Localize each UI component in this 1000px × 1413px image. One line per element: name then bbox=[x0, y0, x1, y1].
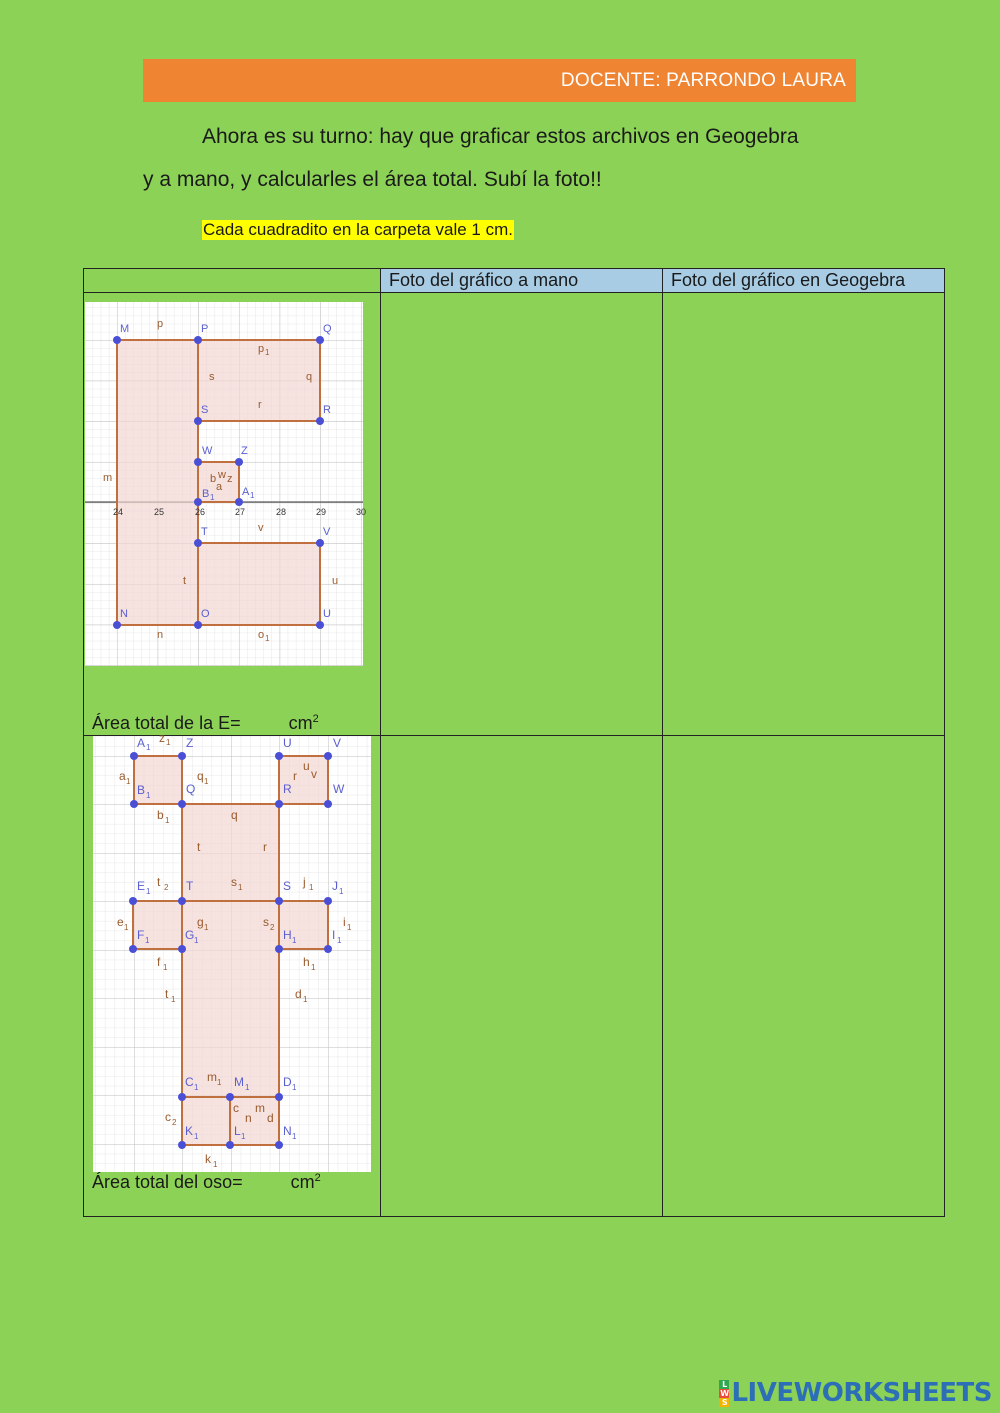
svg-text:d: d bbox=[295, 987, 302, 1001]
svg-text:Q: Q bbox=[323, 323, 332, 335]
svg-text:c: c bbox=[165, 1110, 171, 1124]
svg-text:H: H bbox=[283, 928, 292, 942]
liveworksheets-logo bbox=[719, 1377, 992, 1409]
svg-text:2: 2 bbox=[270, 923, 275, 932]
svg-text:1: 1 bbox=[292, 1083, 297, 1092]
svg-text:1: 1 bbox=[126, 777, 131, 786]
svg-text:A: A bbox=[137, 736, 146, 750]
svg-text:m: m bbox=[207, 1070, 217, 1084]
svg-text:1: 1 bbox=[265, 348, 270, 357]
svg-text:1: 1 bbox=[213, 1160, 218, 1169]
svg-text:b: b bbox=[157, 808, 164, 822]
table-row-e bbox=[84, 293, 945, 736]
svg-text:O: O bbox=[201, 608, 210, 620]
svg-text:N: N bbox=[283, 1124, 292, 1138]
svg-text:1: 1 bbox=[311, 963, 316, 972]
svg-text:1: 1 bbox=[204, 777, 209, 786]
svg-text:V: V bbox=[333, 736, 342, 750]
svg-text:P: P bbox=[201, 323, 209, 335]
svg-text:1: 1 bbox=[145, 936, 150, 945]
svg-text:1: 1 bbox=[292, 936, 297, 945]
svg-text:F: F bbox=[137, 928, 145, 942]
rect-bottom-arm bbox=[198, 543, 320, 625]
area-oso-text: Área total del oso= bbox=[92, 1172, 243, 1192]
area-e-unit: $cm^2$ bbox=[288, 713, 319, 733]
svg-text:I: I bbox=[332, 928, 336, 942]
logo-text: LIVEWORKSHEETS bbox=[731, 1378, 992, 1408]
svg-text:1: 1 bbox=[194, 1083, 199, 1092]
svg-text:C: C bbox=[185, 1075, 194, 1089]
svg-text:t: t bbox=[157, 875, 161, 889]
svg-text:r: r bbox=[293, 769, 297, 783]
svg-text:n: n bbox=[245, 1111, 252, 1125]
svg-text:1: 1 bbox=[124, 923, 129, 932]
teacher-name: DOCENTE: PARRONDO LAURA bbox=[560, 69, 846, 91]
svg-text:S: S bbox=[283, 879, 292, 893]
svg-text:b: b bbox=[210, 473, 217, 485]
svg-text:t: t bbox=[165, 987, 169, 1001]
svg-text:W: W bbox=[202, 445, 213, 457]
svg-text:1: 1 bbox=[303, 995, 308, 1004]
svg-text:a: a bbox=[216, 481, 223, 493]
svg-text:1: 1 bbox=[194, 936, 199, 945]
tick-label: 24 bbox=[113, 507, 124, 517]
figure-oso bbox=[93, 731, 371, 1172]
svg-text:1: 1 bbox=[250, 491, 255, 500]
tick-label: 30 bbox=[356, 507, 367, 517]
tick-label: 26 bbox=[195, 507, 206, 517]
svg-text:1: 1 bbox=[292, 1132, 297, 1141]
svg-text:t: t bbox=[183, 575, 187, 587]
area-e-text: Área total de la E= bbox=[92, 713, 241, 733]
svg-text:h: h bbox=[303, 955, 310, 969]
svg-text:1: 1 bbox=[217, 1078, 222, 1087]
svg-text:1: 1 bbox=[171, 995, 176, 1004]
svg-text:Z: Z bbox=[241, 445, 248, 457]
tick-label: 27 bbox=[235, 507, 246, 517]
svg-text:T: T bbox=[201, 526, 208, 538]
svg-text:A: A bbox=[242, 486, 250, 498]
tick-label: 25 bbox=[154, 507, 165, 517]
svg-text:1: 1 bbox=[194, 1132, 199, 1141]
figure-e bbox=[85, 302, 367, 666]
svg-text:1: 1 bbox=[238, 883, 243, 892]
table-header-row bbox=[84, 269, 945, 293]
svg-text:M: M bbox=[234, 1075, 244, 1089]
oso-shape-graph bbox=[93, 731, 371, 1172]
svg-text:1: 1 bbox=[339, 887, 344, 896]
svg-text:q: q bbox=[197, 769, 204, 783]
svg-text:K: K bbox=[185, 1124, 194, 1138]
svg-text:k: k bbox=[205, 1152, 211, 1166]
svg-text:U: U bbox=[283, 736, 292, 750]
svg-text:e: e bbox=[117, 915, 124, 929]
header-geogebra-photo: Foto del gráfico en Geogebra bbox=[663, 269, 945, 293]
instructions-line-2: y a mano, y calcularles el área total. Subí la foto!! bbox=[143, 168, 602, 191]
svg-text:G: G bbox=[185, 928, 195, 942]
svg-text:s: s bbox=[263, 915, 269, 929]
svg-text:u: u bbox=[303, 759, 310, 773]
svg-text:s: s bbox=[209, 371, 215, 383]
area-e-label bbox=[92, 713, 319, 734]
svg-text:a: a bbox=[119, 769, 126, 783]
svg-text:m: m bbox=[103, 472, 113, 484]
svg-text:n: n bbox=[157, 629, 164, 641]
svg-text:1: 1 bbox=[210, 493, 215, 502]
svg-text:m: m bbox=[255, 1101, 265, 1115]
svg-text:1: 1 bbox=[337, 936, 342, 945]
svg-text:p: p bbox=[157, 318, 164, 330]
svg-text:1: 1 bbox=[146, 791, 151, 800]
svg-text:B: B bbox=[137, 783, 146, 797]
svg-text:1: 1 bbox=[165, 816, 170, 825]
svg-text:j: j bbox=[303, 875, 306, 889]
teacher-header bbox=[143, 59, 856, 102]
svg-text:2: 2 bbox=[172, 1118, 177, 1127]
svg-text:V: V bbox=[323, 526, 331, 538]
svg-text:t: t bbox=[197, 840, 201, 854]
geogebra-photo-cell-oso[interactable] bbox=[663, 736, 945, 1217]
svg-text:1: 1 bbox=[163, 963, 168, 972]
scale-note: Cada cuadradito en la carpeta vale 1 cm. bbox=[203, 220, 513, 239]
area-oso-label bbox=[92, 1172, 321, 1193]
svg-text:v: v bbox=[258, 522, 264, 534]
hand-photo-cell-e[interactable] bbox=[381, 293, 663, 736]
svg-text:d: d bbox=[267, 1111, 274, 1125]
svg-text:Q: Q bbox=[186, 782, 196, 796]
svg-text:Z: Z bbox=[186, 736, 194, 750]
svg-text:r: r bbox=[263, 840, 267, 854]
svg-text:L: L bbox=[234, 1124, 241, 1138]
svg-text:1: 1 bbox=[204, 923, 209, 932]
svg-text:N: N bbox=[120, 608, 128, 620]
svg-text:1: 1 bbox=[146, 887, 151, 896]
header-blank-cell bbox=[84, 269, 381, 293]
svg-text:T: T bbox=[186, 879, 194, 893]
svg-text:D: D bbox=[283, 1075, 292, 1089]
svg-text:R: R bbox=[323, 404, 331, 416]
area-oso-unit: $cm^2$ bbox=[290, 1172, 321, 1192]
svg-text:q: q bbox=[306, 371, 313, 383]
svg-text:c: c bbox=[233, 1101, 239, 1115]
svg-text:1: 1 bbox=[309, 883, 314, 892]
svg-text:w: w bbox=[218, 469, 226, 481]
svg-text:M: M bbox=[120, 323, 130, 335]
worksheet-table bbox=[83, 268, 945, 1217]
svg-text:1: 1 bbox=[245, 1083, 250, 1092]
svg-text:B: B bbox=[202, 488, 210, 500]
e-shape-graph bbox=[85, 302, 367, 666]
svg-text:i: i bbox=[343, 915, 346, 929]
svg-text:1: 1 bbox=[241, 1132, 246, 1141]
tick-label: 28 bbox=[276, 507, 287, 517]
figure-cell-oso bbox=[84, 731, 381, 1217]
svg-text:J: J bbox=[332, 879, 338, 893]
svg-text:u: u bbox=[332, 575, 339, 587]
table-row-oso bbox=[84, 736, 945, 1217]
svg-text:1: 1 bbox=[166, 738, 171, 747]
svg-text:q: q bbox=[231, 808, 238, 822]
svg-text:2: 2 bbox=[164, 883, 169, 892]
svg-text:v: v bbox=[311, 767, 317, 781]
svg-text:r: r bbox=[258, 399, 262, 411]
hand-photo-cell-oso[interactable] bbox=[381, 736, 663, 1217]
svg-text:1: 1 bbox=[347, 923, 352, 932]
header-hand-photo: Foto del gráfico a mano bbox=[381, 269, 663, 293]
svg-text:E: E bbox=[137, 879, 146, 893]
svg-text:U: U bbox=[323, 608, 331, 620]
rect-body bbox=[182, 901, 279, 1097]
svg-text:p: p bbox=[258, 343, 265, 355]
svg-text:z: z bbox=[159, 731, 165, 745]
instructions-line-1: Ahora es su turno: hay que graficar estos archivos en Geogebra bbox=[202, 125, 799, 148]
svg-text:z: z bbox=[227, 473, 233, 485]
logo-icon: L W S bbox=[720, 1379, 729, 1407]
svg-text:g: g bbox=[197, 915, 204, 929]
tick-label: 29 bbox=[316, 507, 327, 517]
svg-text:s: s bbox=[231, 875, 237, 889]
svg-text:W: W bbox=[333, 782, 345, 796]
svg-text:1: 1 bbox=[265, 634, 270, 643]
svg-text:o: o bbox=[258, 629, 265, 641]
figure-cell-e bbox=[84, 293, 381, 736]
svg-text:S: S bbox=[201, 404, 209, 416]
svg-text:R: R bbox=[283, 782, 292, 796]
svg-text:1: 1 bbox=[146, 743, 151, 752]
geogebra-photo-cell-e[interactable] bbox=[663, 293, 945, 736]
svg-text:f: f bbox=[157, 955, 161, 969]
